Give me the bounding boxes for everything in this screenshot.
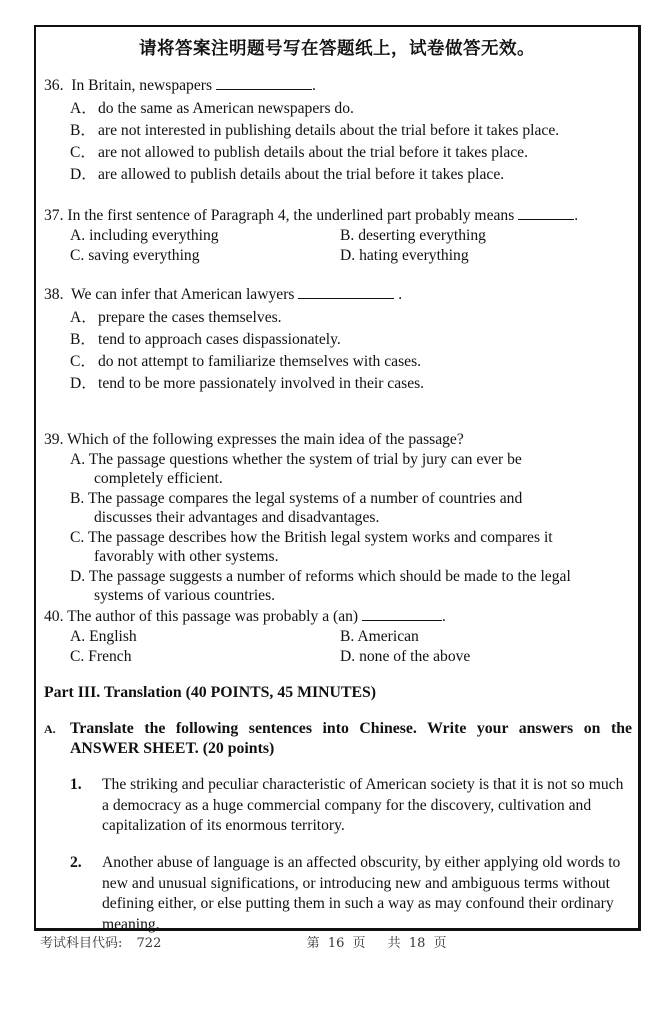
section-a-instruction — [44, 719, 632, 759]
page-footer — [40, 932, 447, 951]
question-text: In Britain, newspapers — [71, 77, 213, 94]
option-text: are not interested in publishing details about the trial before it takes place. — [98, 122, 560, 139]
option-text: deserting everything — [358, 227, 486, 244]
question-number: 37. — [44, 207, 64, 224]
option-text: are allowed to publish details about the trial before it takes place. — [98, 166, 505, 183]
answer-sheet-notice: 请将答案注明题号写在答题纸上，试卷做答无效。 — [139, 39, 535, 59]
question-37 — [44, 205, 632, 266]
option-text: English — [89, 628, 137, 645]
option-d — [44, 164, 632, 186]
option-d — [44, 373, 632, 395]
page-number: 16 — [327, 936, 345, 951]
option-a — [70, 226, 340, 246]
question-text: We can infer that American lawyers — [71, 286, 295, 303]
sentence-text: Another abuse of language is an affected obscurity, by either applying old words to new and unusual significations, or introducing new and ambiguous terms without defining either, or else putting them in such a way as may confound their ordinary meaning. — [102, 854, 621, 933]
question-number: 40. — [44, 608, 64, 625]
question-number: 38. — [44, 286, 64, 303]
option-text: The passage compares the legal systems of a number of countries and — [87, 489, 523, 507]
option-text: The passage suggests a number of reforms which should be made to the legal — [88, 567, 571, 585]
option-letter: C. — [70, 247, 85, 264]
option-text: including everything — [89, 227, 219, 244]
page-prefix: 第 — [306, 936, 320, 951]
option-letter: D. — [70, 567, 86, 585]
total-suffix: 页 — [433, 936, 447, 951]
total-pages: 18 — [408, 936, 426, 951]
option-b — [44, 489, 632, 528]
option-text-continued: favorably with other systems. — [94, 548, 279, 565]
option-a — [70, 627, 340, 647]
total-prefix: 共 — [387, 936, 401, 951]
option-c — [44, 142, 632, 164]
question-stem — [44, 606, 632, 627]
answer-blank — [362, 606, 442, 621]
option-text: are not allowed to publish details about the trial before it takes place. — [98, 144, 528, 161]
option-letter: C． — [70, 353, 96, 370]
question-text: The author of this passage was probably a (an) — [67, 608, 359, 625]
option-letter: B． — [70, 122, 96, 139]
option-letter: D. — [340, 247, 356, 264]
option-text: prepare the cases themselves. — [98, 309, 282, 326]
option-letter: D． — [70, 166, 97, 183]
option-letter: A. — [70, 227, 86, 244]
option-d — [44, 567, 632, 606]
option-a — [44, 98, 632, 120]
option-letter: A． — [70, 309, 97, 326]
option-text-continued: systems of various countries. — [94, 587, 276, 604]
option-letter: A. — [70, 450, 86, 468]
stem-end: . — [311, 77, 316, 94]
translation-sentence-2 — [70, 853, 632, 935]
question-stem — [44, 205, 632, 226]
question-text: In the first sentence of Paragraph 4, the underlined part probably means — [67, 207, 515, 224]
option-text: The passage questions whether the system of trial by jury can ever be — [88, 450, 522, 468]
question-39 — [44, 430, 632, 606]
option-letter: B. — [340, 227, 355, 244]
option-text: tend to approach cases dispassionately. — [98, 331, 341, 348]
option-letter: C． — [70, 144, 96, 161]
option-text: none of the above — [359, 648, 471, 665]
option-letter: D. — [340, 648, 356, 665]
option-text-continued: completely efficient. — [94, 470, 223, 487]
answer-blank — [216, 75, 312, 90]
translation-sentence-1 — [70, 775, 632, 837]
question-stem — [44, 284, 632, 305]
option-text: hating everything — [359, 247, 469, 264]
option-b — [44, 329, 632, 351]
sentence-number: 1. — [70, 776, 82, 793]
question-stem — [44, 430, 632, 450]
stem-end: . — [398, 286, 403, 303]
answer-blank — [518, 205, 574, 220]
option-c — [44, 528, 632, 567]
option-text: do the same as American newspapers do. — [98, 100, 354, 117]
option-a — [44, 450, 632, 489]
question-38 — [44, 284, 632, 395]
option-text: The passage describes how the British legal system works and compares it — [87, 528, 553, 546]
option-letter: B. — [340, 628, 355, 645]
option-a — [44, 307, 632, 329]
option-letter: A. — [70, 628, 86, 645]
option-b — [44, 120, 632, 142]
option-letter: C. — [70, 528, 85, 546]
exam-page-frame — [34, 25, 641, 931]
sentence-number: 2. — [70, 854, 82, 871]
option-text: tend to be more passionately involved in their cases. — [98, 375, 425, 392]
option-text: do not attempt to familiarize themselves with cases. — [98, 353, 422, 370]
page-suffix: 页 — [352, 936, 366, 951]
option-b — [340, 226, 590, 246]
stem-end: . — [574, 207, 579, 224]
question-stem — [44, 75, 632, 96]
option-letter: A． — [70, 100, 97, 117]
sentence-text: The striking and peculiar characteristic of American society is that it is not so much a democracy as a huge commercial company for the discovery, cultivation and capitalization of its enormous territory. — [102, 776, 624, 834]
option-text: saving everything — [88, 247, 200, 264]
question-number: 36. — [44, 77, 64, 94]
option-text: French — [88, 648, 132, 665]
option-c — [70, 246, 340, 266]
option-d — [340, 246, 590, 266]
question-36 — [44, 75, 632, 186]
option-c — [44, 351, 632, 373]
question-text: Which of the following expresses the main idea of the passage? — [67, 431, 464, 448]
option-d — [340, 647, 590, 667]
answer-blank — [298, 284, 394, 299]
option-text: American — [357, 628, 419, 645]
question-number: 39. — [44, 431, 64, 448]
question-40 — [44, 606, 632, 667]
option-letter: C. — [70, 648, 85, 665]
stem-end: . — [442, 608, 446, 625]
option-letter: D． — [70, 375, 97, 392]
section-marker: A. — [44, 722, 56, 736]
option-text-continued: discusses their advantages and disadvantages. — [94, 509, 380, 526]
subject-code: 722 — [136, 936, 162, 951]
option-b — [340, 627, 590, 647]
option-c — [70, 647, 340, 667]
instruction-text: Translate the following sentences into Chinese. Write your answers on the ANSWER SHEET. (20 points) — [70, 720, 632, 757]
option-letter: B． — [70, 331, 96, 348]
option-letter: B. — [70, 489, 85, 507]
part-heading: Part III. Translation (40 POINTS, 45 MINUTES) — [44, 684, 377, 701]
subject-code-label: 考试科目代码: — [40, 936, 123, 951]
